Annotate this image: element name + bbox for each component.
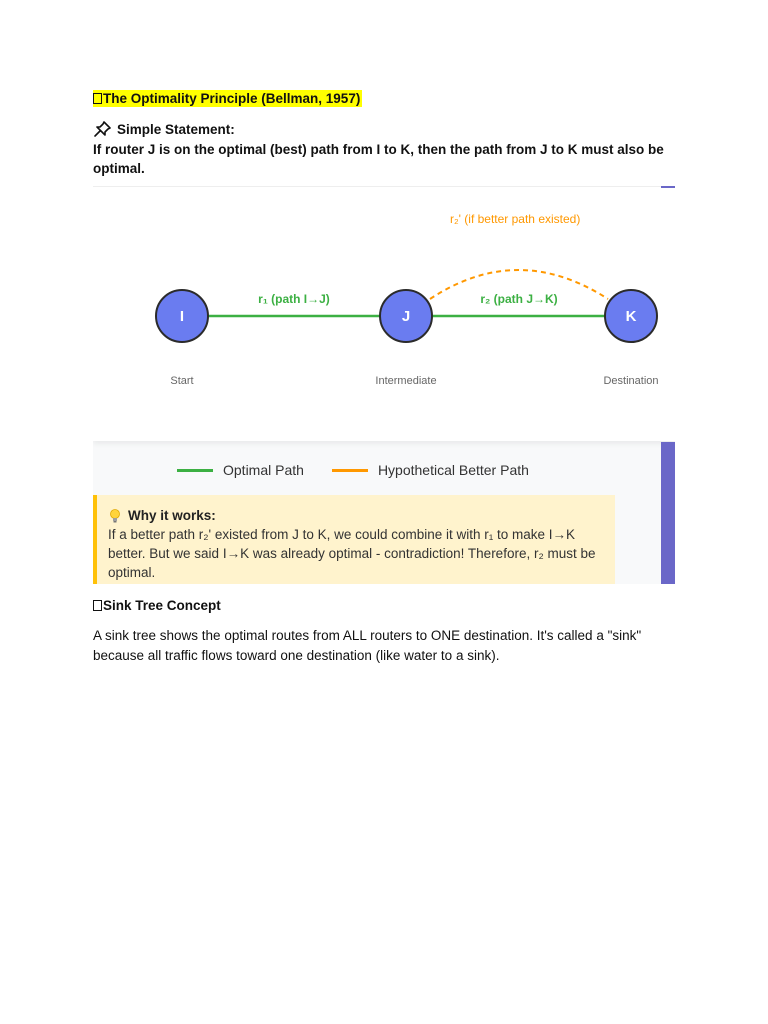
simple-statement-heading (93, 120, 235, 138)
section-heading-optimality (93, 90, 362, 107)
lightbulb-icon (108, 508, 122, 524)
node-caption-destination: Destination (603, 375, 659, 387)
router-node-i-label: I (179, 308, 185, 325)
section2-title: Sink Tree Concept (103, 598, 221, 613)
diagram-legend (177, 460, 557, 480)
keycap-number-icon (93, 93, 102, 104)
router-node-j-label: J (401, 308, 411, 325)
diagram-panel (93, 187, 675, 441)
edge-label-r2: r₂ (path J→K) (480, 292, 558, 306)
path-diagram (93, 187, 675, 441)
legend-item-optimal (177, 462, 304, 478)
pushpin-icon (93, 120, 113, 138)
legend-label-hypothetical: Hypothetical Better Path (377, 462, 529, 478)
keycap-number-icon (93, 600, 102, 611)
statement-text: If router J is on the optimal (best) path from I to K, then the path from J to K must also be optimal. (93, 142, 664, 176)
router-node-k (605, 290, 657, 342)
simple-statement-label: Simple Statement: (117, 121, 235, 137)
section-title: The Optimality Principle (Bellman, 1957) (103, 91, 361, 106)
legend-label-optimal: Optimal Path (223, 462, 304, 478)
why-it-works-callout (93, 495, 615, 584)
hypothetical-path-label: r₂' (if better path existed) (450, 212, 581, 226)
why-title-text: Why it works: (128, 508, 216, 523)
sink-tree-paragraph: A sink tree shows the optimal routes from ALL routers to ONE destination. It's called a "sink" because all traffic flows toward one destination (like water to a sink). (93, 628, 642, 663)
why-title (108, 506, 605, 525)
figure-side-accent (661, 442, 675, 584)
edge-label-r1: r₁ (path I→J) (258, 292, 330, 306)
optimality-figure (93, 186, 675, 584)
node-caption-intermediate: Intermediate (375, 375, 437, 387)
node-caption-start: Start (170, 375, 194, 387)
router-node-j (380, 290, 432, 342)
router-node-k-label: K (625, 308, 637, 325)
legend-swatch-optimal (177, 469, 213, 472)
figure-top-border (93, 186, 675, 187)
legend-item-hypothetical (332, 462, 529, 478)
why-text: If a better path r₂' existed from J to K, we could combine it with r₁ to make I→K better. But we said I→K was already optimal - contradiction! Therefore, r₂ must be optimal. (108, 527, 596, 580)
figure-top-accent (661, 186, 675, 188)
router-node-i (156, 290, 208, 342)
section-heading-sink-tree (93, 597, 221, 614)
legend-swatch-hypothetical (332, 469, 368, 472)
